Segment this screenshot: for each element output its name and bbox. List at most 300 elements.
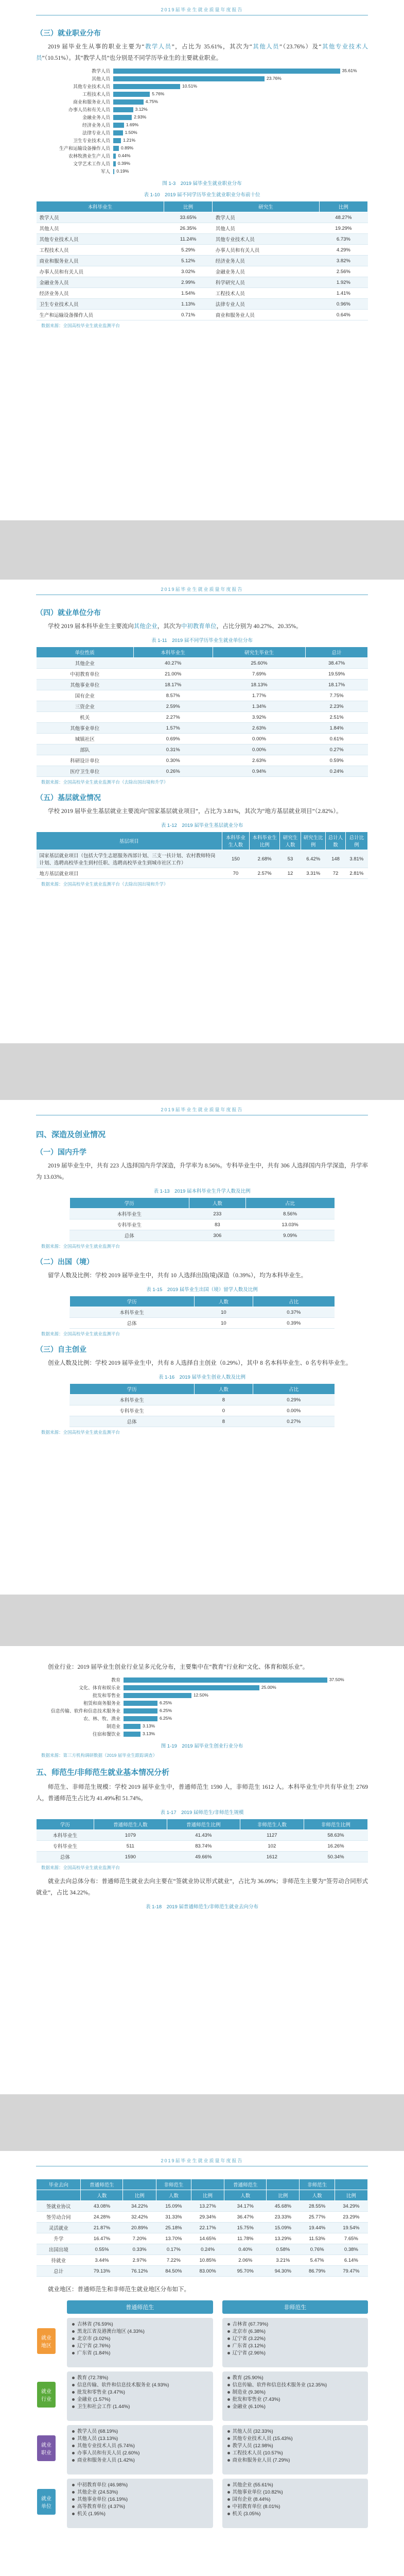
table-row bbox=[37, 701, 368, 712]
running-head: 2019届毕业生就业质量年度报告 bbox=[161, 1107, 243, 1112]
table-row bbox=[37, 234, 368, 245]
card-item bbox=[227, 2457, 363, 2464]
startup-industry-chart bbox=[46, 1676, 368, 1738]
table-cell: 11.78% bbox=[224, 2233, 267, 2244]
card-item bbox=[72, 2321, 208, 2328]
card-item bbox=[72, 2503, 208, 2511]
table-cell: 0.38% bbox=[335, 2244, 367, 2255]
table-note: 数据来源：全国高校毕业生就业监测平台 bbox=[41, 1430, 120, 1435]
table-cell: 25.60% bbox=[213, 658, 305, 669]
table-cell: 1590 bbox=[94, 1852, 167, 1862]
page-4 bbox=[0, 1646, 404, 2094]
table-cell: 7.20% bbox=[123, 2233, 156, 2244]
bar-value-label: 3.12% bbox=[135, 106, 148, 112]
destination-table bbox=[36, 2179, 368, 2277]
table-row bbox=[37, 766, 368, 777]
bar-value-label: 3.13% bbox=[143, 1723, 155, 1728]
cards-row bbox=[67, 2318, 368, 2371]
table-header-cell: 占比 bbox=[245, 1198, 335, 1209]
table-cell: 14.65% bbox=[191, 2233, 224, 2244]
table-cell: 3.44% bbox=[81, 2255, 123, 2266]
bar-track bbox=[113, 76, 368, 81]
table-cell: 9.09% bbox=[245, 1230, 335, 1241]
table-row bbox=[69, 1318, 335, 1329]
bar bbox=[113, 84, 180, 89]
table-cell: 25.18% bbox=[156, 2223, 191, 2233]
bar bbox=[113, 130, 123, 135]
table-cell: 36.47% bbox=[224, 2212, 267, 2223]
bar bbox=[113, 115, 132, 120]
destination-table-caption: 表 1-18 2019 届普通师范生/非师范生就业去向分布 bbox=[145, 1904, 259, 1910]
bar-category-label: 办事人员和有关人员 bbox=[68, 107, 110, 112]
table-cell: 2.57% bbox=[250, 868, 280, 879]
table-cell: 1612 bbox=[240, 1852, 304, 1862]
info-card bbox=[222, 2371, 368, 2421]
table-cell: 8.56% bbox=[245, 1209, 335, 1219]
card-item-text: 机关 (1.95%) bbox=[77, 2511, 106, 2517]
table-cell: 出国出境 bbox=[37, 2244, 81, 2255]
teacher-scale-paragraph: 师范生、非师范生规模：学校 2019 届毕业生中，普通师范生 1590 人，非师范生 1612 人。本科毕业生中共有毕业生 2769 人，普通师范生占比为 41.49%和 51.74%。 bbox=[36, 1784, 368, 1802]
table-header-cell: 非师范生 bbox=[156, 2179, 191, 2190]
table-header-cell: 本科毕业生比例 bbox=[250, 832, 280, 850]
card-item bbox=[227, 2321, 363, 2328]
table-cell: 8 bbox=[194, 1416, 253, 1427]
table-cell: 2.99% bbox=[164, 277, 213, 288]
card-col bbox=[222, 2371, 368, 2425]
bar-track bbox=[113, 154, 368, 159]
table-row bbox=[37, 744, 368, 755]
info-card bbox=[67, 2425, 213, 2475]
bullet-icon bbox=[227, 2484, 230, 2486]
table-cell: 0.31% bbox=[133, 744, 213, 755]
table-cell: 8 bbox=[194, 1395, 253, 1405]
comparison-cards bbox=[41, 2318, 368, 2532]
section-heading-grassroots: （五）基层就业情况 bbox=[36, 793, 101, 802]
cards-row bbox=[67, 2425, 368, 2479]
card-item-text: 其他企业 (55.61%) bbox=[232, 2482, 273, 2488]
card-item-text: 其他人员 (13.13%) bbox=[77, 2436, 118, 2442]
row-label: 就业地区 bbox=[37, 2328, 56, 2354]
table-cell: 0.96% bbox=[319, 299, 367, 310]
teacher-scale-table bbox=[36, 1819, 368, 1862]
table-cell: 3.82% bbox=[319, 256, 367, 266]
card-item bbox=[227, 2435, 363, 2443]
table-cell: 83 bbox=[189, 1219, 245, 1230]
card-col bbox=[67, 2425, 213, 2479]
table-header-cell: 比例 bbox=[191, 2190, 224, 2201]
table-cell: 经济业务人员 bbox=[213, 256, 320, 266]
table-cell: 商业和服务业人员 bbox=[37, 256, 164, 266]
bullet-icon bbox=[227, 2337, 230, 2340]
comparison-row bbox=[41, 2371, 368, 2425]
card-item bbox=[72, 2450, 208, 2457]
table-cell: 0.30% bbox=[133, 755, 213, 766]
bar-category-label: 批发和零售业 bbox=[92, 1693, 120, 1698]
table-row bbox=[37, 850, 368, 868]
table-cell: 5.29% bbox=[164, 245, 213, 256]
bar-category-label: 工程技术人员 bbox=[82, 92, 110, 97]
card-item-text: 批发和零售业 (3.47%) bbox=[77, 2389, 125, 2395]
table-cell: 2.27% bbox=[133, 712, 213, 723]
bar-track bbox=[124, 1724, 368, 1729]
table-header-cell: 本科毕业生 bbox=[133, 647, 213, 658]
table-cell: 34.22% bbox=[123, 2201, 156, 2212]
table-cell: 58.63% bbox=[304, 1830, 367, 1841]
bullet-icon bbox=[72, 2352, 75, 2354]
table-cell: 7.65% bbox=[335, 2233, 367, 2244]
table-header-cell: 总计比例 bbox=[345, 832, 367, 850]
table-note: 数据来源：全国高校毕业生就业监测平台（去除出国出境和升学） bbox=[41, 779, 168, 785]
table-cell: 其他人员 bbox=[37, 223, 164, 234]
table-note: 数据来源：全国高校毕业生就业监测平台 bbox=[41, 1865, 120, 1870]
bar-value-label: 2.93% bbox=[134, 114, 147, 120]
comparison-row bbox=[41, 2479, 368, 2532]
table-cell: 19.44% bbox=[300, 2223, 335, 2233]
subheading-abroad: （二）出国（境） bbox=[36, 1258, 94, 1266]
col-head-teacher: 普通师范生 bbox=[67, 2300, 213, 2314]
comparison-row bbox=[41, 2425, 368, 2479]
occupation-paragraph: 2019 届毕业生从事的职业主要为“教学人员”，占比为 35.61%，其次为“其他人员”（23.76%）及“其他专业技术人员”（10.51%）。其“教学人员”也分别是不同学历毕业生的主要就业职业。 bbox=[36, 44, 368, 61]
bar-row bbox=[46, 1691, 368, 1699]
table-cell: 1.77% bbox=[213, 690, 305, 701]
table-cell: 办事人员和有关人员 bbox=[213, 245, 320, 256]
card-item-text: 卫生和社会工作 (1.44%) bbox=[77, 2404, 130, 2410]
bar-track bbox=[124, 1732, 368, 1737]
bullet-icon bbox=[72, 2330, 75, 2333]
table-header-cell: 人数 bbox=[300, 2190, 335, 2201]
page-3 bbox=[0, 1100, 404, 1595]
table-cell: 43.08% bbox=[81, 2201, 123, 2212]
table-cell: 7.75% bbox=[306, 690, 368, 701]
info-card bbox=[222, 2479, 368, 2528]
bar-value-label: 12.50% bbox=[193, 1692, 208, 1698]
table-cell: 2.23% bbox=[306, 701, 368, 712]
card-item bbox=[227, 2482, 363, 2489]
card-item bbox=[72, 2457, 208, 2464]
bar-value-label: 0.44% bbox=[118, 152, 131, 158]
table-cell: 72 bbox=[326, 868, 345, 879]
bar-category-label: 生产和运输设备操作人员 bbox=[59, 146, 110, 151]
table-header-cell bbox=[37, 2190, 81, 2201]
card-item-text: 其他专业技术人员 (5.74%) bbox=[77, 2443, 135, 2449]
bullet-icon bbox=[72, 2337, 75, 2340]
table-cell: 0.33% bbox=[123, 2244, 156, 2255]
bullet-icon bbox=[72, 2505, 75, 2508]
table-header-cell: 人数 bbox=[81, 2190, 123, 2201]
table-row bbox=[37, 680, 368, 690]
table-cell: 13.29% bbox=[267, 2233, 300, 2244]
table-cell: 1127 bbox=[240, 1830, 304, 1841]
bar-row bbox=[36, 67, 368, 75]
table-cell: 其他事业单位 bbox=[37, 723, 134, 734]
page-5 bbox=[0, 2151, 404, 2576]
employer-table-caption: 表 1-11 2019 届不同学历毕业生就业单位分布 bbox=[151, 638, 253, 643]
bar-track bbox=[124, 1693, 368, 1698]
table-header-cell: 研究生比例 bbox=[301, 832, 325, 850]
table-cell: 29.34% bbox=[191, 2212, 224, 2223]
card-item-text: 吉林省 (67.79%) bbox=[232, 2321, 269, 2327]
bar-category-label: 文化、体育和娱乐业 bbox=[78, 1685, 120, 1690]
teacher-table-caption: 表 1-17 2019 届师范生/非师范生规模 bbox=[160, 1810, 244, 1816]
bullet-icon bbox=[227, 2345, 230, 2347]
bar-row bbox=[36, 152, 368, 160]
table-cell: 本科毕业生 bbox=[69, 1307, 194, 1318]
table-cell: 专科毕业生 bbox=[69, 1219, 189, 1230]
bar-track bbox=[124, 1685, 368, 1690]
employer-table bbox=[36, 647, 368, 777]
section-heading-employer: （四）就业单位分布 bbox=[36, 608, 101, 617]
bar-track bbox=[113, 123, 368, 128]
table-row bbox=[69, 1219, 335, 1230]
table-cell: 2.51% bbox=[306, 712, 368, 723]
table-cell: 24.28% bbox=[81, 2212, 123, 2223]
table-cell: 2.63% bbox=[213, 723, 305, 734]
table-row bbox=[69, 1405, 335, 1416]
card-item bbox=[227, 2375, 363, 2382]
grassroots-table bbox=[36, 832, 368, 879]
table-cell: 科学研究人员 bbox=[213, 277, 320, 288]
bullet-icon bbox=[72, 2405, 75, 2408]
card-item bbox=[227, 2443, 363, 2450]
bar bbox=[113, 107, 133, 112]
table-header-cell: 人数 bbox=[194, 1384, 253, 1395]
table-cell: 511 bbox=[94, 1841, 167, 1852]
table-cell: 本科毕业生 bbox=[69, 1395, 194, 1405]
table-cell: 34.29% bbox=[335, 2201, 367, 2212]
table-cell: 0.29% bbox=[253, 1395, 335, 1405]
col-head-nonteacher: 非师范生 bbox=[222, 2300, 368, 2314]
table-cell: 1.57% bbox=[133, 723, 213, 734]
table-cell: 31.33% bbox=[156, 2212, 191, 2223]
bar-track bbox=[113, 92, 368, 97]
table-cell: 28.55% bbox=[300, 2201, 335, 2212]
table-cell: 医疗卫生单位 bbox=[37, 766, 134, 777]
table-header-cell: 占比 bbox=[253, 1296, 335, 1307]
table-cell: 1.41% bbox=[319, 288, 367, 299]
card-col bbox=[67, 2318, 213, 2371]
bullet-icon bbox=[72, 2459, 75, 2462]
bar-row bbox=[36, 106, 368, 113]
card-item bbox=[72, 2328, 208, 2335]
subheading-domestic: （一）国内升学 bbox=[36, 1148, 86, 1156]
table-cell: 15.75% bbox=[224, 2223, 267, 2233]
table-header-cell: 非师范生比例 bbox=[304, 1819, 367, 1830]
bar-value-label: 1.21% bbox=[122, 137, 136, 143]
table-cell: 其他专业技术人员 bbox=[213, 234, 320, 245]
table-cell: 本科毕业生 bbox=[37, 1830, 94, 1841]
table-header-cell bbox=[335, 2179, 367, 2190]
occupation-chart-caption: 图 1-3 2019 届毕业生就业职业分布 bbox=[162, 181, 242, 187]
table-cell: 0.59% bbox=[306, 755, 368, 766]
table-cell: 1.92% bbox=[319, 277, 367, 288]
domestic-table bbox=[69, 1197, 335, 1241]
bullet-icon bbox=[227, 2437, 230, 2440]
table-row bbox=[37, 2223, 368, 2233]
table-note: 数据来源：全国高校毕业生就业监测平台（去除出国出境和升学） bbox=[41, 882, 168, 887]
table-cell: 48.27% bbox=[319, 212, 367, 223]
table-cell: 灵活就业 bbox=[37, 2223, 81, 2233]
table-cell: 3.92% bbox=[213, 712, 305, 723]
running-head: 2019届毕业生就业质量年度报告 bbox=[161, 7, 243, 12]
table-cell: 卫生专业技术人员 bbox=[37, 299, 164, 310]
table-cell: 0.26% bbox=[133, 766, 213, 777]
bar bbox=[113, 138, 121, 143]
bullet-icon bbox=[72, 2445, 75, 2447]
table-cell: 2.97% bbox=[123, 2255, 156, 2266]
table-cell: 其他事业单位 bbox=[37, 680, 134, 690]
table-cell: 0.69% bbox=[133, 734, 213, 744]
card-item-text: 批发和零售业 (7.43%) bbox=[232, 2397, 280, 2402]
bar bbox=[113, 123, 124, 128]
bullet-icon bbox=[227, 2498, 230, 2501]
bar-value-label: 37.50% bbox=[329, 1676, 344, 1682]
card-item-text: 其他专业技术人员 (15.43%) bbox=[232, 2436, 293, 2442]
bar-track bbox=[124, 1677, 368, 1683]
table-row bbox=[37, 310, 368, 320]
bar-row bbox=[36, 167, 368, 175]
bar bbox=[113, 99, 144, 105]
table-cell: 94.30% bbox=[267, 2266, 300, 2277]
table-cell: 19.54% bbox=[335, 2223, 367, 2233]
card-item-text: 信息传输、软件和信息技术服务业 (12.35%) bbox=[232, 2382, 327, 2388]
table-cell: 国家基层就业项目（包括大学生志愿服务西部计划、三支一扶计划、农村教师特岗计划、选聘高校毕业生到村任职、选聘高校毕业生到城市社区工作） bbox=[37, 850, 222, 868]
table-cell: 22.17% bbox=[191, 2223, 224, 2233]
bar-value-label: 6.25% bbox=[159, 1707, 172, 1713]
bar-category-label: 住宿和餐饮业 bbox=[92, 1732, 120, 1737]
table-cell: 地方基层就业项目 bbox=[37, 868, 222, 879]
bar-category-label: 其他人员 bbox=[91, 76, 110, 81]
card-item-text: 工程技术人员 (10.57%) bbox=[232, 2450, 283, 2456]
row-label: 就业职业 bbox=[37, 2435, 56, 2461]
bar-row bbox=[36, 98, 368, 106]
table-row bbox=[37, 212, 368, 223]
table-cell: 102 bbox=[240, 1841, 304, 1852]
bar bbox=[124, 1724, 140, 1729]
bullet-icon bbox=[72, 2430, 75, 2433]
table-cell: 21.00% bbox=[133, 669, 213, 680]
card-item bbox=[72, 2335, 208, 2343]
table-cell: 5.12% bbox=[164, 256, 213, 266]
table-header-cell bbox=[191, 2179, 224, 2190]
table-cell: 33.65% bbox=[164, 212, 213, 223]
table-cell: 其他企业 bbox=[37, 658, 134, 669]
bar-row bbox=[46, 1722, 368, 1730]
table-header-cell: 本科毕业生人数 bbox=[222, 832, 250, 850]
table-header-cell: 非师范生人数 bbox=[240, 1819, 304, 1830]
card-item-text: 商业和服务业人员 (7.29%) bbox=[232, 2458, 290, 2463]
table-header-cell bbox=[267, 2179, 300, 2190]
table-row bbox=[37, 669, 368, 680]
bar bbox=[113, 169, 114, 174]
table-cell: 中初教育单位 bbox=[37, 669, 134, 680]
table-cell: 签就业协议 bbox=[37, 2201, 81, 2212]
bullet-icon bbox=[227, 2459, 230, 2462]
table-cell: 1.84% bbox=[306, 723, 368, 734]
table-cell: 6.42% bbox=[301, 850, 325, 868]
bullet-icon bbox=[72, 2384, 75, 2386]
table-cell: 79.13% bbox=[81, 2266, 123, 2277]
table-row bbox=[69, 1307, 335, 1318]
table-cell: 待就业 bbox=[37, 2255, 81, 2266]
table-cell: 1079 bbox=[94, 1830, 167, 1841]
table-cell: 城镇社区 bbox=[37, 734, 134, 744]
card-item-text: 金融业 (1.57%) bbox=[77, 2397, 111, 2402]
table-row bbox=[37, 712, 368, 723]
card-item-text: 机关 (3.05%) bbox=[232, 2511, 261, 2517]
table-cell: 21.87% bbox=[81, 2223, 123, 2233]
occupation-table bbox=[36, 201, 368, 320]
card-item bbox=[72, 2435, 208, 2443]
bar-category-label: 经济业务人员 bbox=[82, 123, 110, 128]
info-card bbox=[67, 2371, 213, 2421]
table-cell: 16.26% bbox=[304, 1841, 367, 1852]
table-header-cell: 人数 bbox=[194, 1296, 253, 1307]
bullet-icon bbox=[72, 2513, 75, 2515]
region-paragraph: 就业地区：普通师范生和非师范生就业地区分布如下。 bbox=[48, 2286, 190, 2293]
table-cell: 34.17% bbox=[224, 2201, 267, 2212]
table-row bbox=[37, 256, 368, 266]
card-item-text: 高等教育单位 (4.37%) bbox=[77, 2504, 125, 2510]
bar-track bbox=[113, 107, 368, 112]
card-item-text: 其他事业单位 (10.82%) bbox=[232, 2489, 283, 2495]
bullet-icon bbox=[72, 2323, 75, 2326]
occupation-table-caption: 表 1-10 2019 届不同学历毕业生就业职业分布前十位 bbox=[144, 192, 260, 198]
table-cell: 7.22% bbox=[156, 2255, 191, 2266]
table-header-cell: 比例 bbox=[164, 201, 213, 212]
table-cell: 83.74% bbox=[167, 1841, 240, 1852]
bullet-icon bbox=[227, 2377, 230, 2379]
card-item-text: 辽宁省 (3.22%) bbox=[232, 2336, 266, 2342]
card-item-text: 辽宁省 (2.76%) bbox=[77, 2343, 111, 2349]
card-item bbox=[227, 2403, 363, 2411]
table-cell: 0.00% bbox=[213, 744, 305, 755]
table-row bbox=[69, 1395, 335, 1405]
card-item bbox=[72, 2443, 208, 2450]
table-row bbox=[37, 868, 368, 879]
table-cell: 150 bbox=[222, 850, 250, 868]
table-row bbox=[37, 2266, 368, 2277]
bar bbox=[113, 161, 116, 166]
table-cell: 11.24% bbox=[164, 234, 213, 245]
table-row bbox=[69, 1230, 335, 1241]
table-cell: 工程技术人员 bbox=[37, 245, 164, 256]
bar-category-label: 金融业务人员 bbox=[82, 115, 110, 120]
bar-category-label: 法律专业人员 bbox=[82, 130, 110, 135]
table-row bbox=[37, 690, 368, 701]
card-item bbox=[72, 2343, 208, 2350]
card-item-text: 金融业 (6.10%) bbox=[232, 2404, 266, 2410]
card-item-text: 制造业 (9.36%) bbox=[232, 2389, 266, 2395]
bar-value-label: 0.89% bbox=[121, 145, 134, 150]
table-header-cell: 普通师范生 bbox=[81, 2179, 123, 2190]
table-row bbox=[37, 245, 368, 256]
cards-row bbox=[67, 2479, 368, 2532]
table-header-cell bbox=[123, 2179, 156, 2190]
table-row bbox=[37, 1830, 368, 1841]
bar-row bbox=[36, 144, 368, 152]
table-cell: 2.06% bbox=[224, 2255, 267, 2266]
row-label: 就业单位 bbox=[37, 2489, 56, 2515]
table-cell: 83.00% bbox=[191, 2266, 224, 2277]
bullet-icon bbox=[227, 2513, 230, 2515]
table-cell: 18.17% bbox=[306, 680, 368, 690]
table-header-cell: 研究生人数 bbox=[279, 832, 301, 850]
table-cell: 0.55% bbox=[81, 2244, 123, 2255]
table-note: 数据来源：全国高校毕业生就业监测平台 bbox=[41, 323, 120, 328]
bar-track bbox=[113, 115, 368, 120]
bullet-icon bbox=[227, 2323, 230, 2326]
card-item bbox=[227, 2382, 363, 2389]
